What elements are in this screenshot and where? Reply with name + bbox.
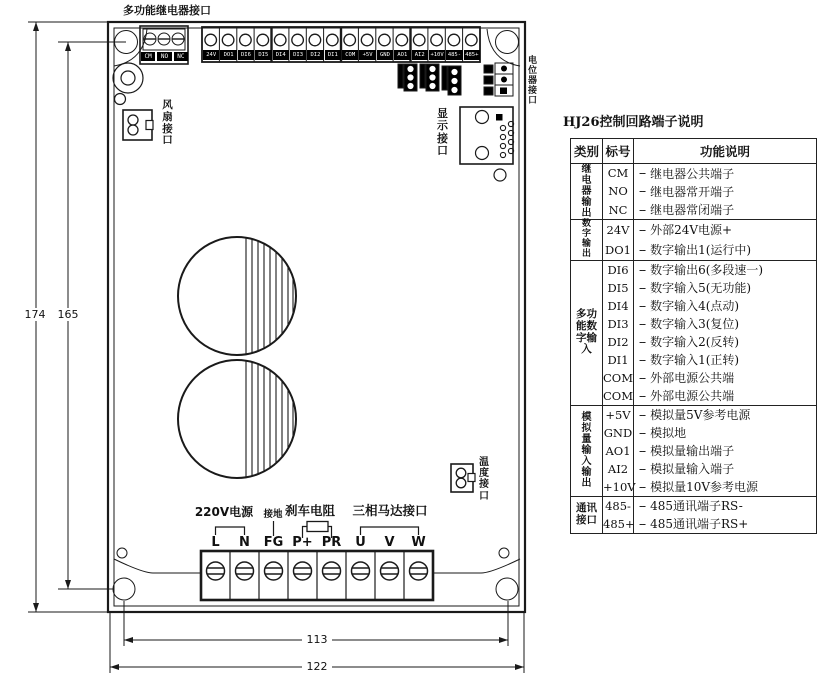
header-code: 标号 <box>603 139 634 164</box>
relay-terminal-label: NC <box>174 52 188 61</box>
power-terminal-block <box>201 551 433 600</box>
strip-terminal-label: +10V <box>430 52 444 58</box>
relay-terminal-labels <box>141 52 188 61</box>
motor-group-label: 三相马达接口 <box>352 503 428 518</box>
header-description: 功能说明 <box>634 139 817 164</box>
ground-group-label: 接地 <box>263 509 283 520</box>
strip-terminal-label: DO1 <box>220 50 236 60</box>
table-title: HJ26控制回路端子说明 <box>563 115 704 130</box>
potentiometer-connector <box>484 63 513 96</box>
strip-terminal-label: 485+ <box>465 52 479 58</box>
terminal-description-table <box>570 138 817 534</box>
table-row: COM -- 外部电源公共端 <box>571 369 817 387</box>
strip-terminal-label: AI2 <box>412 50 428 60</box>
power-terminal-label: L <box>211 535 220 550</box>
capacitor-circles <box>178 237 296 478</box>
category-cell: 多功能数字输入 <box>571 260 603 405</box>
table-row: 数字输出 24V -- 外部24V电源+ <box>571 220 817 240</box>
relay-header-label: 多功能继电器接口 <box>123 4 211 17</box>
table-row: 模拟量输入输出 +5V -- 模拟量5V参考电源 <box>571 405 817 424</box>
table-row: 多功能数字输入 DI6 -- 数字输出6(多段速一) <box>571 260 817 279</box>
strip-terminal-label: 24V <box>203 50 219 60</box>
table-row: 继电器输出 CM -- 继电器公共端子 <box>571 164 817 183</box>
table-row: 通讯接口 485- -- 485通讯端子RS- <box>571 496 817 515</box>
relay-terminal-label: CM <box>141 52 155 61</box>
dimension-height-outer: 174 <box>21 308 49 321</box>
table-row: NO -- 继电器常开端子 <box>571 182 817 200</box>
strip-terminal-label: DI4 <box>273 50 289 60</box>
temperature-connector-label: 温度接口 <box>479 457 489 502</box>
temperature-connector <box>451 464 475 492</box>
power-terminal-label: V <box>384 535 395 550</box>
table-row: DI5 -- 数字输入5(无功能) <box>571 279 817 297</box>
table-row: DI4 -- 数字输入4(点动) <box>571 297 817 315</box>
category-cell: 继电器输出 <box>571 164 603 220</box>
table-row: DI2 -- 数字输入2(反转) <box>571 333 817 351</box>
power-terminal-labels <box>201 535 433 550</box>
fan-connector <box>123 110 153 140</box>
strip-terminal-label: GND <box>377 50 393 60</box>
fan-connector-label: 风扇接口 <box>162 99 173 147</box>
power-terminal-label: P+ <box>292 535 313 550</box>
table-header-row <box>571 139 817 164</box>
power-terminal-label: W <box>411 535 426 550</box>
strip-terminal-label: DI2 <box>307 50 323 60</box>
dimension-width-outer: 122 <box>302 660 332 673</box>
relay-terminal-label: NO <box>157 52 171 61</box>
power-group-label: 220V电源 <box>194 505 254 519</box>
table-row: COM -- 外部电源公共端 <box>571 387 817 406</box>
strip-terminal-label: AO1 <box>394 50 410 60</box>
jumper-blocks <box>398 64 461 95</box>
display-connector <box>460 107 514 164</box>
power-terminal-label: U <box>355 535 366 550</box>
category-cell: 通讯接口 <box>571 496 603 533</box>
dimension-lines <box>28 22 524 673</box>
table-row: NC -- 继电器常闭端子 <box>571 201 817 220</box>
header-category: 类别 <box>571 139 603 164</box>
power-terminal-label: N <box>239 535 250 550</box>
table-row: DI3 -- 数字输入3(复位) <box>571 315 817 333</box>
strip-terminal-label: +5V <box>359 50 375 60</box>
strip-terminal-labels <box>203 50 480 60</box>
table-row: AO1 -- 模拟量输出端子 <box>571 442 817 460</box>
power-terminal-label: FG <box>263 535 284 550</box>
table-row: 485+ -- 485通讯端子RS+ <box>571 515 817 534</box>
table-row: +10V -- 模拟量10V参考电源 <box>571 478 817 497</box>
brake-resistor-group-label: 刹车电阻 <box>284 503 335 518</box>
strip-terminal-label: DI5 <box>255 50 271 60</box>
dimension-width-holes: 113 <box>302 633 332 646</box>
dimension-height-holes: 165 <box>54 308 82 321</box>
display-connector-label: 显示接口 <box>437 107 448 157</box>
strip-terminal-label: COM <box>342 50 358 60</box>
potentiometer-connector-label: 电位器接口 <box>527 56 537 107</box>
category-cell: 数字输出 <box>571 220 603 261</box>
strip-terminal-label: DI1 <box>325 50 341 60</box>
category-cell: 模拟量输入输出 <box>571 405 603 496</box>
table-row: AI2 -- 模拟量输入端子 <box>571 460 817 478</box>
strip-terminal-label: DI3 <box>290 50 306 60</box>
table-row: GND -- 模拟地 <box>571 424 817 442</box>
strip-terminal-label: DI6 <box>238 50 254 60</box>
power-terminal-label: PR <box>321 535 342 550</box>
table-row: DO1 -- 数字输出1(运行中) <box>571 240 817 260</box>
strip-terminal-label: 485- <box>447 52 462 58</box>
table-row: DI1 -- 数字输入1(正转) <box>571 351 817 369</box>
